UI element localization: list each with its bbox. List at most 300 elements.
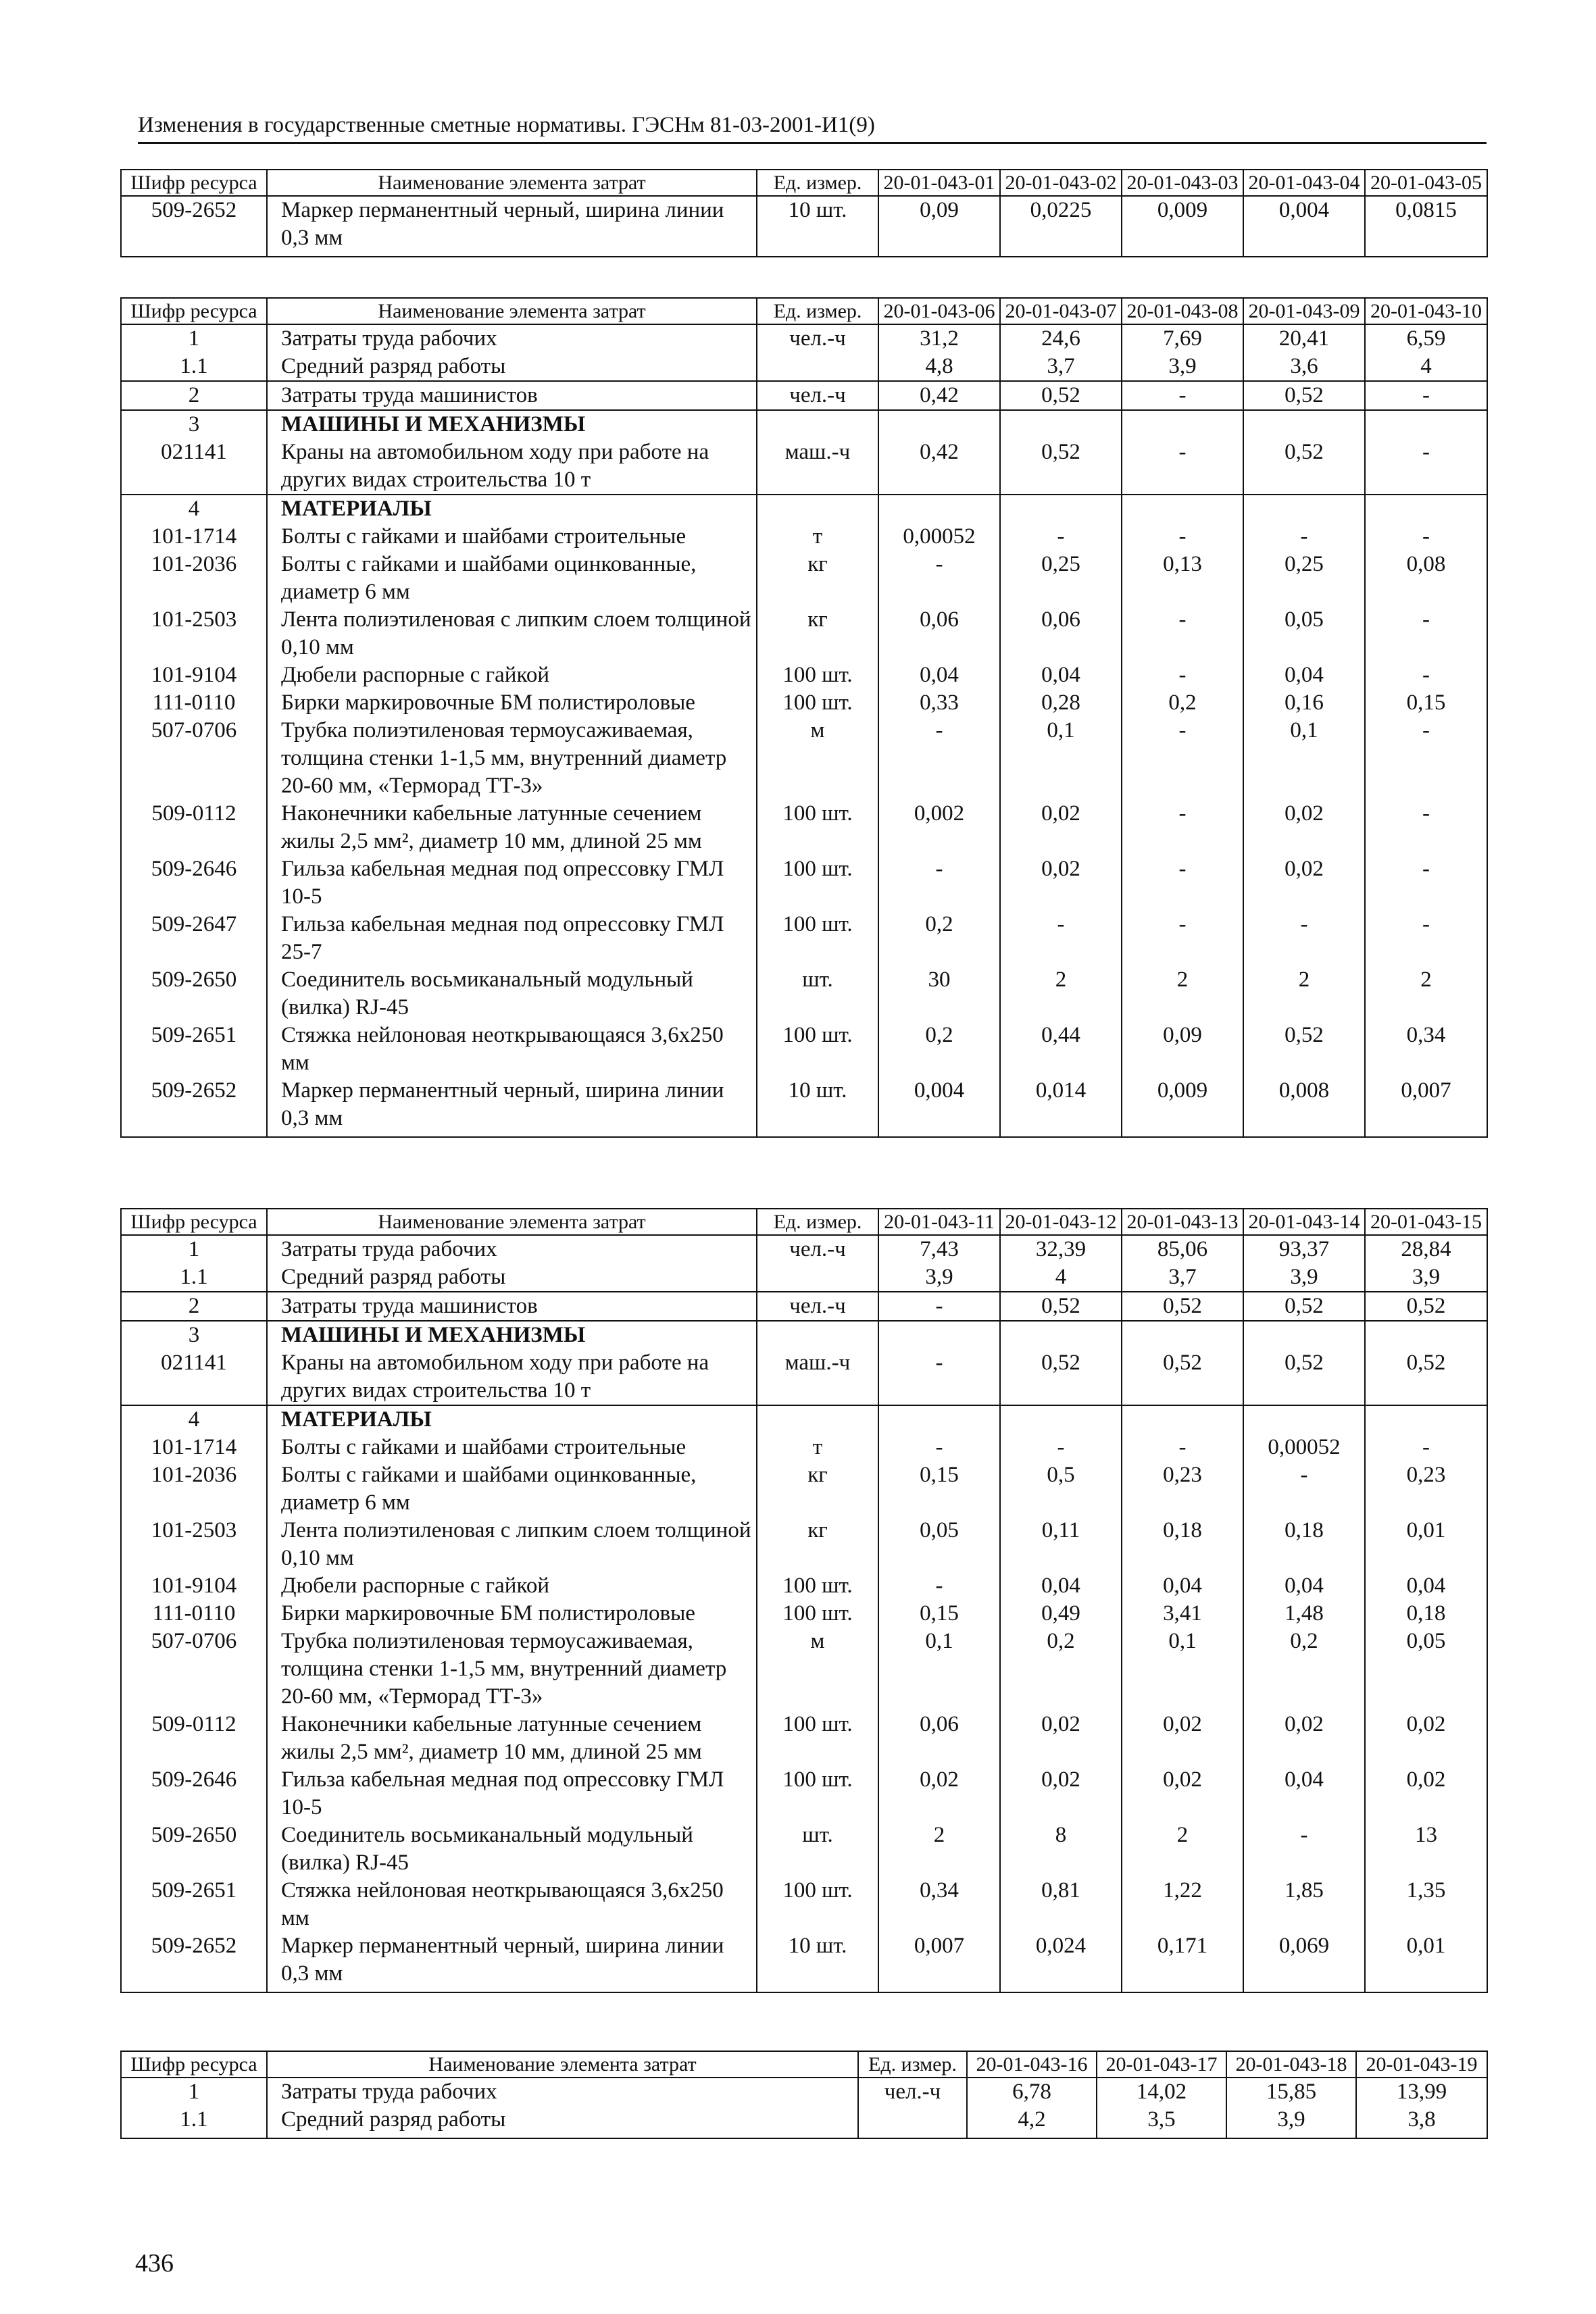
resource-name: Дюбели распорные с гайкой: [267, 1572, 757, 1600]
norm-value: -: [1365, 911, 1487, 966]
norm-value: 1,48: [1243, 1600, 1365, 1628]
resource-name: Средний разряд работы: [267, 2106, 858, 2138]
norm-value: 0,007: [878, 1932, 1000, 1992]
norm-value: 7,69: [1122, 324, 1243, 353]
norm-value: -: [1122, 523, 1243, 551]
resource-name: Соединитель восьмиканальный модульный (вилка) RJ-45: [267, 966, 757, 1022]
resource-code: 1: [121, 1235, 267, 1263]
norm-value: 0,42: [878, 381, 1000, 410]
norm-value: -: [1365, 606, 1487, 661]
table-row: [121, 1022, 1487, 1077]
resource-code: 509-2647: [121, 911, 267, 966]
resource-name: Бирки маркировочные БМ полистироловые: [267, 689, 757, 717]
norm-value: [1122, 410, 1243, 438]
norm-value: -: [878, 1434, 1000, 1461]
norm-value: 0,44: [1000, 1022, 1122, 1077]
norm-value: -: [878, 855, 1000, 911]
norm-value: 0,004: [878, 1077, 1000, 1137]
resource-unit: м: [757, 717, 878, 800]
norm-value: -: [1365, 523, 1487, 551]
header-norm-code: 20-01-043-09: [1243, 298, 1365, 324]
resource-unit: [757, 353, 878, 381]
norm-value: 24,6: [1000, 324, 1122, 353]
resource-name: Трубка полиэтиленовая термоусаживаемая, толщина стенки 1-1,5 мм, внутренний диаметр 20-60 мм, «Терморад ТТ-3»: [267, 1628, 757, 1711]
resource-code: 101-2503: [121, 1517, 267, 1572]
norm-value: 0,13: [1122, 551, 1243, 606]
norm-value: [1122, 495, 1243, 523]
norm-value: 0,02: [1000, 1766, 1122, 1821]
resource-name: Краны на автомобильном ходу при работе на других видах строительства 10 т: [267, 1349, 757, 1405]
resource-unit: [757, 1405, 878, 1434]
resource-code: 111-0110: [121, 1600, 267, 1628]
table-row: [121, 1461, 1487, 1517]
norm-value: 0,18: [1365, 1600, 1487, 1628]
norm-value: 0,2: [1000, 1628, 1122, 1711]
resource-name: Наконечники кабельные латунные сечением жилы 2,5 мм², диаметр 10 мм, длиной 25 мм: [267, 1711, 757, 1766]
norm-value: 28,84: [1365, 1235, 1487, 1263]
norm-value: 0,01: [1365, 1517, 1487, 1572]
norm-value: 0,25: [1243, 551, 1365, 606]
norm-value: -: [1000, 911, 1122, 966]
norm-value: 0,18: [1122, 1517, 1243, 1572]
norm-value: 2: [1122, 966, 1243, 1022]
norm-value: 0,01: [1365, 1932, 1487, 1992]
resource-unit: 100 шт.: [757, 689, 878, 717]
header-norm-code: 20-01-043-15: [1365, 1209, 1487, 1235]
norm-value: 1,85: [1243, 1877, 1365, 1932]
norm-value: 0,171: [1122, 1932, 1243, 1992]
resource-code: 1: [121, 2078, 267, 2106]
resource-unit: кг: [757, 1461, 878, 1517]
table-row: [121, 438, 1487, 495]
norm-value: -: [1365, 381, 1487, 410]
resource-name: Болты с гайками и шайбами оцинкованные, диаметр 6 мм: [267, 551, 757, 606]
table-row: [121, 1711, 1487, 1766]
norm-value: 7,43: [878, 1235, 1000, 1263]
header-norm-code: 20-01-043-04: [1243, 170, 1365, 196]
norm-value: 0,04: [1122, 1572, 1243, 1600]
resource-code: 101-9104: [121, 661, 267, 689]
resource-code: 3: [121, 1321, 267, 1349]
norm-value: 13: [1365, 1821, 1487, 1877]
norm-value: 3,9: [1226, 2106, 1356, 2138]
header-norm-code: 20-01-043-03: [1122, 170, 1243, 196]
resource-name: МАШИНЫ И МЕХАНИЗМЫ: [267, 1321, 757, 1349]
resource-unit: 100 шт.: [757, 1600, 878, 1628]
table-row: [121, 1766, 1487, 1821]
resource-code: 1.1: [121, 2106, 267, 2138]
resource-code: 101-2036: [121, 551, 267, 606]
norm-value: 0,0225: [1000, 196, 1122, 257]
norm-value: 0,02: [1243, 800, 1365, 855]
resource-name: Бирки маркировочные БМ полистироловые: [267, 1600, 757, 1628]
header-norm-code: 20-01-043-05: [1365, 170, 1487, 196]
norm-value: 0,52: [1243, 381, 1365, 410]
norm-value: 31,2: [878, 324, 1000, 353]
header-code: Шифр ресурса: [121, 1209, 267, 1235]
norm-value: 0,5: [1000, 1461, 1122, 1517]
norm-value: 6,59: [1365, 324, 1487, 353]
resource-unit: 100 шт.: [757, 855, 878, 911]
table-row: [121, 196, 1487, 257]
resource-name: Затраты труда машинистов: [267, 381, 757, 410]
norm-value: -: [878, 551, 1000, 606]
norm-value: 0,49: [1000, 1600, 1122, 1628]
table-row: [121, 800, 1487, 855]
norm-value: 3,6: [1243, 353, 1365, 381]
resource-unit: чел.-ч: [757, 381, 878, 410]
norm-value: [1000, 495, 1122, 523]
norm-value: 0,28: [1000, 689, 1122, 717]
norm-value: -: [1365, 800, 1487, 855]
norm-value: -: [1243, 1821, 1365, 1877]
norm-value: 0,15: [878, 1600, 1000, 1628]
norm-value: 0,05: [1243, 606, 1365, 661]
resource-unit: чел.-ч: [757, 1235, 878, 1263]
norm-value: 8: [1000, 1821, 1122, 1877]
norm-value: 0,0815: [1365, 196, 1487, 257]
resource-code: 509-2652: [121, 196, 267, 257]
table-row: [121, 661, 1487, 689]
table-row: [121, 410, 1487, 438]
norm-value: 0,52: [1000, 381, 1122, 410]
resource-name: Лента полиэтиленовая с липким слоем толщиной 0,10 мм: [267, 606, 757, 661]
norm-value: -: [1365, 717, 1487, 800]
norm-value: 0,014: [1000, 1077, 1122, 1137]
resource-code: 2: [121, 1292, 267, 1321]
norm-value: 0,069: [1243, 1932, 1365, 1992]
norm-value: 13,99: [1356, 2078, 1487, 2106]
norm-value: 0,009: [1122, 196, 1243, 257]
norm-value: 0,2: [878, 911, 1000, 966]
resource-name: Маркер перманентный черный, ширина линии 0,3 мм: [267, 1932, 757, 1992]
resource-table: [120, 2051, 1488, 2139]
norm-value: [878, 495, 1000, 523]
resource-code: 509-2651: [121, 1022, 267, 1077]
norm-value: 0,2: [1243, 1628, 1365, 1711]
norm-value: [1000, 1405, 1122, 1434]
header-norm-code: 20-01-043-17: [1097, 2051, 1226, 2078]
norm-value: 93,37: [1243, 1235, 1365, 1263]
norm-value: 0,05: [1365, 1628, 1487, 1711]
norm-value: -: [878, 1572, 1000, 1600]
resource-name: Затраты труда рабочих: [267, 2078, 858, 2106]
norm-value: [1122, 1405, 1243, 1434]
norm-value: 0,23: [1122, 1461, 1243, 1517]
norm-value: 0,15: [1365, 689, 1487, 717]
table-row: [121, 324, 1487, 353]
resource-code: 509-0112: [121, 1711, 267, 1766]
norm-value: 0,004: [1243, 196, 1365, 257]
norm-value: 0,02: [1122, 1711, 1243, 1766]
resource-name: Болты с гайками и шайбами строительные: [267, 523, 757, 551]
page-number: 436: [135, 2249, 174, 2278]
table-row: [121, 353, 1487, 381]
norm-value: 0,02: [1000, 855, 1122, 911]
norm-value: 0,00052: [1243, 1434, 1365, 1461]
norm-value: 3,7: [1000, 353, 1122, 381]
norm-value: 3,9: [878, 1263, 1000, 1292]
table-row: [121, 495, 1487, 523]
norm-value: 0,02: [878, 1766, 1000, 1821]
norm-value: 0,52: [1122, 1292, 1243, 1321]
resource-name: Маркер перманентный черный, ширина линии 0,3 мм: [267, 1077, 757, 1137]
resource-code: 1.1: [121, 1263, 267, 1292]
resource-name: МАШИНЫ И МЕХАНИЗМЫ: [267, 410, 757, 438]
norm-value: 0,02: [1365, 1711, 1487, 1766]
table-row: [121, 2078, 1487, 2106]
norm-value: 0,04: [878, 661, 1000, 689]
norm-value: [1365, 410, 1487, 438]
table-row: [121, 717, 1487, 800]
norm-value: 32,39: [1000, 1235, 1122, 1263]
norm-value: -: [1122, 717, 1243, 800]
header-name: Наименование элемента затрат: [267, 170, 757, 196]
norm-value: 0,008: [1243, 1077, 1365, 1137]
norm-value: 0,2: [878, 1022, 1000, 1077]
norm-value: 14,02: [1097, 2078, 1226, 2106]
resource-name: Средний разряд работы: [267, 1263, 757, 1292]
resource-code: 101-2036: [121, 1461, 267, 1517]
norm-value: 4,2: [967, 2106, 1097, 2138]
norm-value: [878, 410, 1000, 438]
norm-value: 0,1: [878, 1628, 1000, 1711]
norm-value: 0,81: [1000, 1877, 1122, 1932]
resource-code: 101-1714: [121, 1434, 267, 1461]
norm-value: -: [1365, 438, 1487, 495]
norm-value: 0,002: [878, 800, 1000, 855]
norm-value: 0,02: [1000, 800, 1122, 855]
resource-code: 021141: [121, 438, 267, 495]
norm-value: -: [1000, 1434, 1122, 1461]
resource-unit: маш.-ч: [757, 438, 878, 495]
resource-unit: 100 шт.: [757, 1022, 878, 1077]
norm-value: 0,06: [878, 1711, 1000, 1766]
resource-unit: [757, 1321, 878, 1349]
norm-value: 2: [1122, 1821, 1243, 1877]
resource-code: 2: [121, 381, 267, 410]
resource-unit: 100 шт.: [757, 800, 878, 855]
table-row: [121, 855, 1487, 911]
header-norm-code: 20-01-043-02: [1000, 170, 1122, 196]
norm-value: 0,09: [1122, 1022, 1243, 1077]
norm-value: -: [1365, 661, 1487, 689]
norm-value: [1365, 495, 1487, 523]
norm-value: 0,02: [1122, 1766, 1243, 1821]
norm-value: -: [1122, 1434, 1243, 1461]
norm-value: 0,08: [1365, 551, 1487, 606]
norm-value: 6,78: [967, 2078, 1097, 2106]
norm-value: 0,007: [1365, 1077, 1487, 1137]
resource-unit: 10 шт.: [757, 1932, 878, 1992]
resource-name: Затраты труда машинистов: [267, 1292, 757, 1321]
header-norm-code: 20-01-043-01: [878, 170, 1000, 196]
norm-value: 0,11: [1000, 1517, 1122, 1572]
norm-value: [1000, 410, 1122, 438]
norm-value: 2: [1365, 966, 1487, 1022]
table-row: [121, 1932, 1487, 1992]
resource-code: 509-2652: [121, 1077, 267, 1137]
resource-name: Болты с гайками и шайбами оцинкованные, диаметр 6 мм: [267, 1461, 757, 1517]
norm-value: 0,52: [1243, 438, 1365, 495]
norm-value: 0,52: [1000, 1349, 1122, 1405]
norm-value: [1122, 1321, 1243, 1349]
header-norm-code: 20-01-043-08: [1122, 298, 1243, 324]
norm-value: 0,52: [1243, 1292, 1365, 1321]
norm-value: [1000, 1321, 1122, 1349]
norm-value: 0,52: [1243, 1022, 1365, 1077]
resource-code: 509-2646: [121, 855, 267, 911]
norm-value: 2: [878, 1821, 1000, 1877]
header-norm-code: 20-01-043-13: [1122, 1209, 1243, 1235]
resource-unit: чел.-ч: [757, 1292, 878, 1321]
resource-name: МАТЕРИАЛЫ: [267, 1405, 757, 1434]
norm-value: -: [1122, 438, 1243, 495]
resource-unit: 100 шт.: [757, 911, 878, 966]
resource-code: 4: [121, 495, 267, 523]
norm-value: 4: [1000, 1263, 1122, 1292]
resource-name: Наконечники кабельные латунные сечением жилы 2,5 мм², диаметр 10 мм, длиной 25 мм: [267, 800, 757, 855]
resource-unit: [757, 495, 878, 523]
norm-value: [878, 1405, 1000, 1434]
norm-value: 15,85: [1226, 2078, 1356, 2106]
norm-value: 0,024: [1000, 1932, 1122, 1992]
table-row: [121, 2106, 1487, 2138]
norm-value: 20,41: [1243, 324, 1365, 353]
resource-unit: 10 шт.: [757, 196, 878, 257]
norm-value: -: [1243, 911, 1365, 966]
norm-value: 0,52: [1365, 1292, 1487, 1321]
norm-value: 0,009: [1122, 1077, 1243, 1137]
norm-value: 3,5: [1097, 2106, 1226, 2138]
norm-value: 0,34: [1365, 1022, 1487, 1077]
table-row: [121, 1572, 1487, 1600]
resource-name: Средний разряд работы: [267, 353, 757, 381]
norm-value: -: [1122, 800, 1243, 855]
resource-unit: 100 шт.: [757, 1766, 878, 1821]
norm-value: 0,25: [1000, 551, 1122, 606]
norm-value: 2: [1243, 966, 1365, 1022]
resource-name: Лента полиэтиленовая с липким слоем толщиной 0,10 мм: [267, 1517, 757, 1572]
resource-name: Краны на автомобильном ходу при работе на других видах строительства 10 т: [267, 438, 757, 495]
header-name: Наименование элемента затрат: [267, 1209, 757, 1235]
resource-name: Гильза кабельная медная под опрессовку ГМЛ 10-5: [267, 855, 757, 911]
header-norm-code: 20-01-043-10: [1365, 298, 1487, 324]
resource-code: 1: [121, 324, 267, 353]
resource-code: 101-9104: [121, 1572, 267, 1600]
norm-value: 3,7: [1122, 1263, 1243, 1292]
resource-code: 1.1: [121, 353, 267, 381]
resource-code: 111-0110: [121, 689, 267, 717]
norm-value: -: [1122, 855, 1243, 911]
table-row: [121, 1292, 1487, 1321]
norm-value: 0,04: [1365, 1572, 1487, 1600]
resource-unit: 100 шт.: [757, 1572, 878, 1600]
norm-value: [1365, 1405, 1487, 1434]
table-row: [121, 1628, 1487, 1711]
resource-code: 509-2652: [121, 1932, 267, 1992]
header-unit: Ед. измер.: [757, 298, 878, 324]
norm-value: -: [1365, 855, 1487, 911]
table-row: [121, 523, 1487, 551]
resource-unit: [858, 2106, 967, 2138]
header-code: Шифр ресурса: [121, 2051, 267, 2078]
table-row: [121, 1263, 1487, 1292]
resource-unit: шт.: [757, 1821, 878, 1877]
norm-value: 4,8: [878, 353, 1000, 381]
header-norm-code: 20-01-043-19: [1356, 2051, 1487, 2078]
norm-value: 0,15: [878, 1461, 1000, 1517]
header-name: Наименование элемента затрат: [267, 2051, 858, 2078]
resource-code: 021141: [121, 1349, 267, 1405]
resource-code: 509-2650: [121, 1821, 267, 1877]
resource-code: 3: [121, 410, 267, 438]
norm-value: -: [1122, 911, 1243, 966]
resource-name: Маркер перманентный черный, ширина линии 0,3 мм: [267, 196, 757, 257]
resource-name: МАТЕРИАЛЫ: [267, 495, 757, 523]
resource-name: Дюбели распорные с гайкой: [267, 661, 757, 689]
table-row: [121, 1517, 1487, 1572]
table-row: [121, 1235, 1487, 1263]
resource-table: [120, 1208, 1488, 1993]
norm-value: 0,52: [1365, 1349, 1487, 1405]
norm-value: 0,33: [878, 689, 1000, 717]
resource-unit: 100 шт.: [757, 1877, 878, 1932]
table-row: [121, 606, 1487, 661]
header-unit: Ед. измер.: [757, 170, 878, 196]
norm-value: 0,23: [1365, 1461, 1487, 1517]
norm-value: 0,04: [1000, 1572, 1122, 1600]
resource-unit: т: [757, 1434, 878, 1461]
norm-value: 0,04: [1243, 661, 1365, 689]
table-row: [121, 911, 1487, 966]
resource-code: 101-2503: [121, 606, 267, 661]
table-row: [121, 1434, 1487, 1461]
resource-unit: т: [757, 523, 878, 551]
norm-value: 0,1: [1243, 717, 1365, 800]
table-row: [121, 1877, 1487, 1932]
norm-value: 3,9: [1365, 1263, 1487, 1292]
table-row: [121, 966, 1487, 1022]
norm-value: 0,34: [878, 1877, 1000, 1932]
header-norm-code: 20-01-043-18: [1226, 2051, 1356, 2078]
norm-value: -: [1243, 523, 1365, 551]
norm-value: [1243, 410, 1365, 438]
resource-unit: 100 шт.: [757, 1711, 878, 1766]
norm-value: 0,02: [1243, 1711, 1365, 1766]
resource-table: [120, 297, 1488, 1138]
norm-value: 0,1: [1000, 717, 1122, 800]
norm-value: 0,52: [1122, 1349, 1243, 1405]
resource-name: Болты с гайками и шайбами строительные: [267, 1434, 757, 1461]
norm-value: 85,06: [1122, 1235, 1243, 1263]
resource-name: Соединитель восьмиканальный модульный (вилка) RJ-45: [267, 1821, 757, 1877]
norm-value: -: [878, 717, 1000, 800]
table-row: [121, 1600, 1487, 1628]
resource-name: Стяжка нейлоновая неоткрывающаяся 3,6х250 мм: [267, 1877, 757, 1932]
resource-code: 101-1714: [121, 523, 267, 551]
norm-value: 3,9: [1122, 353, 1243, 381]
header-norm-code: 20-01-043-14: [1243, 1209, 1365, 1235]
norm-value: 0,06: [1000, 606, 1122, 661]
resource-code: 4: [121, 1405, 267, 1434]
norm-value: 0,00052: [878, 523, 1000, 551]
resource-unit: маш.-ч: [757, 1349, 878, 1405]
norm-value: 0,02: [1000, 1711, 1122, 1766]
norm-value: -: [1365, 1434, 1487, 1461]
resource-unit: [757, 1263, 878, 1292]
norm-value: 0,05: [878, 1517, 1000, 1572]
